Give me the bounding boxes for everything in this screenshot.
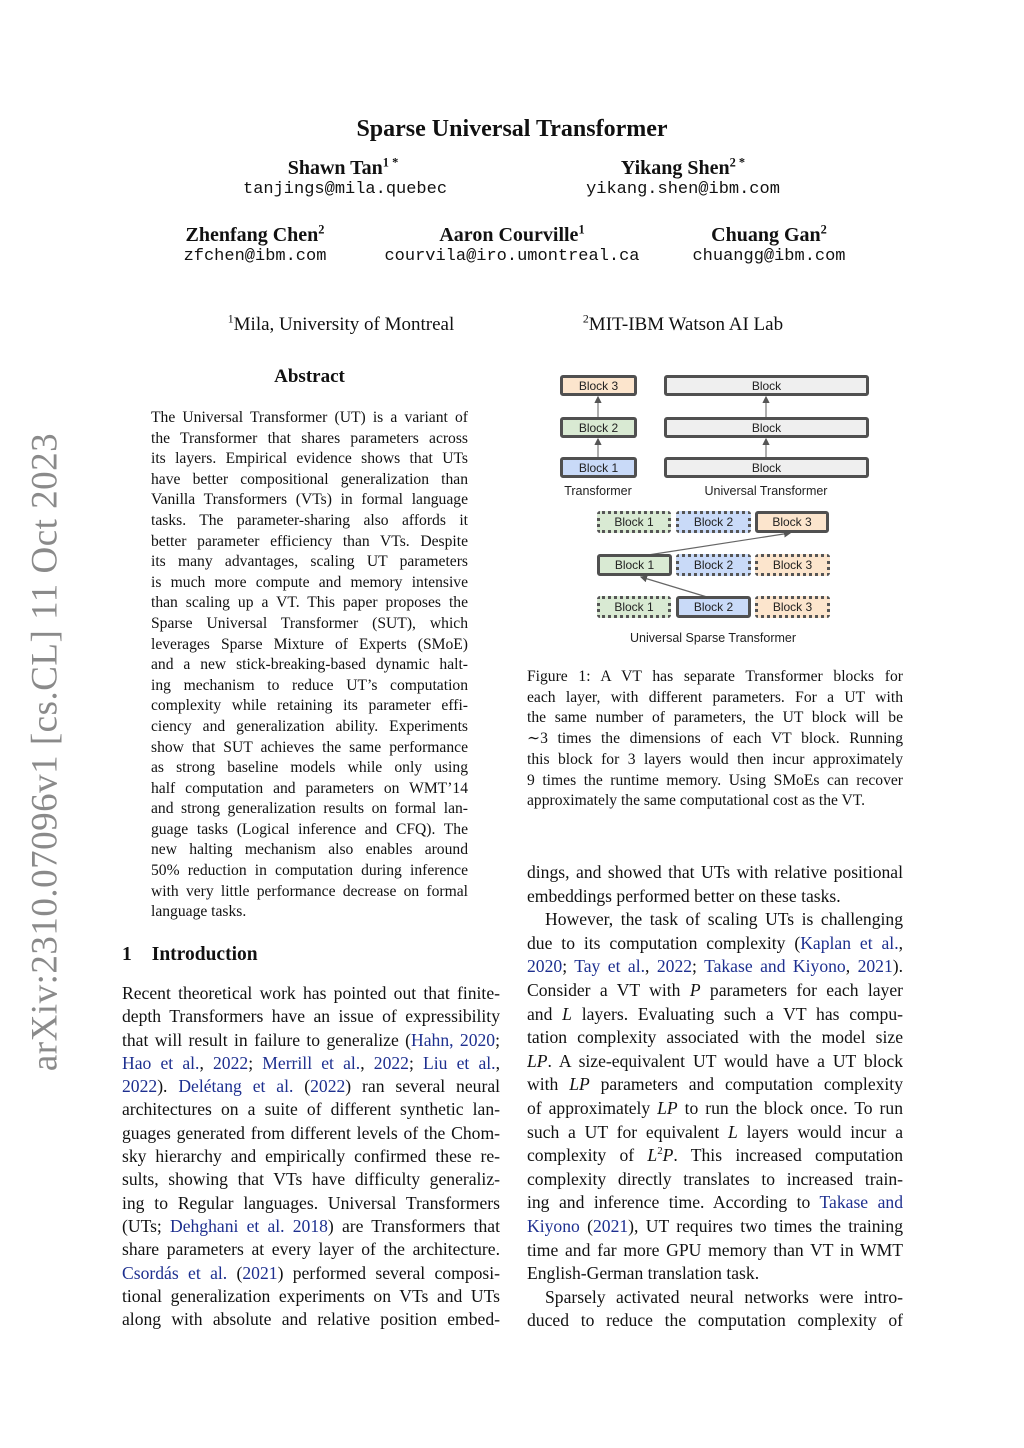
affiliation-sup: 2 (582, 312, 589, 326)
sut-block-3: Block 3 (755, 596, 830, 618)
text-span: embeddings performed better on these tasks. (527, 885, 841, 906)
ut-block: Block (664, 457, 869, 478)
text-line (527, 932, 903, 956)
math-variable: LP (527, 1050, 548, 1071)
text-span: , (495, 1052, 500, 1073)
text-span: due to its computation complexity ( (527, 932, 801, 953)
text-span: sky hierarchy and empirically confirmed these re- (122, 1146, 500, 1167)
text-span: , (645, 956, 657, 977)
text-line (151, 840, 468, 861)
citation-link[interactable]: Takase and (819, 1192, 903, 1213)
transformer-label: Transformer (564, 484, 632, 498)
text-span: and (527, 1003, 563, 1024)
text-span: language tasks. (151, 903, 247, 921)
text-span: architectures on a suite of different synthetic lan- (122, 1099, 500, 1120)
text-line (122, 1052, 500, 1075)
text-line (122, 1192, 500, 1215)
sut-block-1: Block 1 (597, 596, 671, 618)
citation-link[interactable]: Csordás et al. (122, 1262, 228, 1283)
text-line (151, 820, 468, 841)
math-superscript: 2 (657, 1145, 663, 1158)
math-variable: LP (657, 1097, 678, 1118)
sut-label: Universal Sparse Transformer (629, 631, 797, 645)
text-span: tional generalization experiments on VTs and UTs (122, 1285, 500, 1306)
text-line (527, 908, 903, 932)
text-line (122, 1238, 500, 1261)
text-line (151, 676, 468, 697)
citation-link[interactable]: Dehghani et al. (170, 1215, 285, 1236)
citation-link[interactable]: 2022 (310, 1076, 346, 1097)
author-name: Chuang Gan (711, 224, 821, 246)
text-line (527, 1239, 903, 1263)
text-span: its many advantages, scaling UT parameters (151, 553, 468, 571)
author-sup: 2 * (729, 155, 746, 170)
text-span: The Universal Transformer (UT) is a variant of (151, 409, 468, 426)
text-span: parameters and computation complexity (589, 1074, 903, 1095)
text-span: complexity while retaining its parameter effi- (151, 697, 468, 715)
text-span: that will result in failure to generalize ( (122, 1029, 412, 1050)
text-line (122, 1098, 500, 1121)
affiliation-sup: 1 (227, 312, 234, 326)
text-line (527, 1286, 903, 1310)
text-span: better parameter efficiency than VTs. Despite (151, 532, 468, 550)
figure-arrows (0, 0, 1024, 660)
text-span: , (199, 1052, 213, 1073)
author-sup: 2 (318, 222, 325, 237)
text-span: to run the block once. To run (677, 1097, 903, 1118)
text-span: . This increased computation (673, 1145, 903, 1166)
text-span: half computation and parameters on WMT’14 (151, 779, 468, 797)
text-line (527, 750, 903, 771)
section-heading-introduction (122, 944, 258, 966)
text-line (527, 955, 903, 979)
text-span: tation complexity associated with the model size (527, 1027, 903, 1048)
math-variable: L (728, 1121, 738, 1142)
text-line (151, 902, 468, 923)
citation-link[interactable]: 2018 (292, 1215, 328, 1236)
transformer-block-1: Block 1 (560, 457, 637, 478)
text-span: along with absolute and relative position embed- (122, 1309, 500, 1330)
text-line (527, 1073, 903, 1097)
text-span: this block for 3 layers would then incur approximately (527, 750, 903, 768)
text-span: ; (408, 1052, 424, 1073)
text-span: complexity of (527, 1145, 648, 1166)
citation-link[interactable]: Hao et al. (122, 1052, 200, 1073)
author-sup: 2 (820, 222, 827, 237)
text-line (527, 979, 903, 1003)
text-span: ∼3 times the dimensions of each VT block. Running (527, 730, 903, 748)
introduction-body (122, 982, 500, 1331)
affiliation-text: Mila, University of Montreal (233, 314, 455, 335)
text-line (122, 1168, 500, 1191)
text-line (151, 779, 468, 800)
text-span: ( (227, 1262, 243, 1283)
text-span: . A size-equivalent UT would have a UT block (547, 1050, 903, 1071)
text-span (285, 1216, 293, 1236)
text-span: new halting mechanism also enables around (151, 841, 468, 859)
text-line (527, 771, 903, 792)
text-span: such a UT for equivalent (527, 1121, 729, 1142)
text-span: However, the task of scaling UTs is challenging (545, 909, 903, 930)
text-span: the Transformer that shares parameters across (151, 429, 468, 447)
citation-link[interactable]: Takase and Kiyono (704, 956, 846, 977)
citation-link[interactable]: Merrill et al. (262, 1052, 361, 1073)
text-span: ) ran several neural (345, 1076, 500, 1097)
author-email[interactable]: courvila@iro.umontreal.ca (384, 247, 640, 266)
text-span: have better compositional generalization than (151, 470, 468, 488)
math-variable: L (562, 1003, 572, 1024)
text-span: tasks. The parameter-sharing also affords it (151, 511, 468, 529)
right-column-body (527, 861, 903, 1333)
text-line (527, 708, 903, 729)
citation-link[interactable]: 2020 (527, 956, 563, 977)
text-span: ) performed several composi- (277, 1262, 500, 1283)
sut-block-2-active: Block 2 (676, 596, 751, 618)
text-span: (UTs; (122, 1215, 170, 1236)
text-span: ing mechanism to reduce UT’s computation (151, 676, 468, 694)
text-span: depth Transformers have an issue of expressibility (122, 1006, 500, 1027)
text-span: Recent theoretical work has pointed out that finite- (122, 983, 500, 1003)
text-span: complexity directly translates to increased train- (527, 1168, 903, 1189)
text-line (151, 717, 468, 738)
author-sup: 1 * (382, 155, 399, 170)
text-line (151, 738, 468, 759)
sut-block-1-active: Block 1 (597, 554, 672, 576)
text-span: Consider a VT with (527, 979, 690, 1000)
citation-link[interactable]: Delétang et al. (178, 1076, 294, 1097)
text-line (527, 729, 903, 750)
text-line (122, 982, 500, 1005)
text-span: guages generated from different levels of the Chom- (122, 1122, 500, 1143)
text-line (527, 791, 903, 812)
sut-block-3-active: Block 3 (755, 511, 829, 533)
text-span: each layer, with different parameters. For a UT with (527, 688, 903, 706)
text-span: ). (157, 1076, 179, 1097)
text-span: sults, showing that VTs have difficulty generaliz- (122, 1169, 500, 1190)
citation-link[interactable]: Hahn, 2020 (411, 1029, 496, 1050)
figure-caption (527, 667, 903, 812)
text-span: ) are Transformers that (327, 1215, 500, 1236)
text-span: than scaling up a VT. This paper proposes the (151, 594, 468, 612)
text-line (151, 799, 468, 820)
paper-title: Sparse Universal Transformer (356, 116, 668, 142)
citation-link[interactable]: Kaplan et al. (800, 932, 899, 953)
text-span: guage tasks (Logical inference and CFQ). The (151, 820, 468, 838)
text-span: is much more compute and memory intensive (151, 573, 468, 591)
section-number: 1 (122, 944, 132, 965)
text-span: parameters for each layer (700, 979, 903, 1000)
text-span: as strong baseline models while only using (151, 759, 468, 777)
text-line (527, 667, 903, 688)
text-span: ; (495, 1029, 500, 1050)
text-line (122, 1029, 500, 1052)
text-span: approximately the same computational cost as the VT. (527, 792, 866, 810)
text-span: ing to Regular languages. Universal Transformers (122, 1192, 500, 1213)
citation-link[interactable]: 2022 (656, 956, 693, 977)
math-variable: L (647, 1145, 658, 1166)
section-title: Introduction (151, 944, 258, 965)
text-line (151, 696, 468, 717)
text-span: layers. Evaluating such a VT has compu- (571, 1003, 903, 1024)
text-line (151, 882, 468, 903)
text-span: , (360, 1052, 374, 1073)
citation-link[interactable]: 2021 (592, 1215, 629, 1236)
text-line (151, 758, 468, 779)
figure-1 (0, 0, 1024, 660)
text-line (527, 1121, 903, 1145)
text-line (122, 1005, 500, 1028)
author-email[interactable]: tanjings@mila.quebec (243, 180, 448, 199)
text-span: ), UT requires two times the training (628, 1215, 903, 1236)
text-span: Sparsely activated neural networks were intro- (545, 1286, 903, 1307)
text-line (122, 1075, 500, 1098)
text-span: duced to reduce the computation complexity of (527, 1310, 903, 1331)
text-span: Vanilla Transformers (VTs) in formal language (151, 491, 468, 509)
text-span: time and far more GPU memory than VT in WMT (527, 1239, 903, 1260)
text-line (122, 1145, 500, 1168)
author-email[interactable]: yikang.shen@ibm.com (586, 180, 780, 199)
author-sup: 1 (578, 222, 585, 237)
text-span: Figure 1: A VT has separate Transformer blocks for (527, 668, 903, 685)
transformer-block-3: Block 3 (560, 375, 637, 396)
author-name: Aaron Courville (439, 224, 579, 246)
ut-label: Universal Transformer (704, 484, 828, 498)
text-span: , (898, 932, 903, 953)
text-line (527, 1168, 903, 1192)
text-span: share parameters at every layer of the architecture. (122, 1239, 500, 1260)
author-email[interactable]: zfchen@ibm.com (183, 247, 327, 266)
citation-link[interactable]: 2022 (122, 1076, 158, 1097)
text-span: Sparse Universal Transformer (SUT), which (151, 614, 468, 632)
text-span: dings, and showed that UTs with relative positional (527, 862, 903, 882)
text-line (527, 1309, 903, 1333)
text-span: the same number of parameters, the UT block will be (527, 709, 903, 727)
sut-block-1: Block 1 (597, 511, 671, 533)
text-span: with (527, 1074, 570, 1095)
text-line (527, 688, 903, 709)
sut-block-2: Block 2 (676, 554, 751, 576)
text-span: ( (293, 1076, 311, 1097)
citation-link[interactable]: 2021 (242, 1262, 278, 1283)
arrow (648, 533, 790, 555)
sut-block-3: Block 3 (755, 554, 830, 576)
text-span: ; (692, 956, 705, 977)
text-line (122, 1122, 500, 1145)
text-line (122, 1308, 500, 1331)
text-line (151, 861, 468, 882)
text-span: and strong generalization results on formal lan- (151, 800, 468, 818)
author-name: Zhenfang Chen (185, 224, 319, 246)
text-span: ing and inference time. According to (527, 1192, 820, 1213)
text-span: layers would incur a (737, 1121, 903, 1142)
sut-block-2: Block 2 (676, 511, 751, 533)
text-line (122, 1262, 500, 1285)
text-line (527, 1003, 903, 1027)
transformer-block-2: Block 2 (560, 417, 637, 438)
text-line (527, 1144, 903, 1168)
author-name: Yikang Shen (620, 157, 730, 179)
author-name: Shawn Tan (287, 157, 383, 179)
math-variable: LP (569, 1074, 590, 1095)
text-span: show that SUT achieves the same performance (151, 738, 468, 756)
text-line (527, 885, 903, 909)
citation-link[interactable]: 2022 (373, 1052, 409, 1073)
text-line (122, 1215, 500, 1238)
arrow (641, 577, 707, 597)
text-line (527, 1191, 903, 1215)
text-span: leverages Sparse Mixture of Experts (SMoE) (151, 635, 468, 653)
author-email[interactable]: chuangg@ibm.com (692, 247, 846, 266)
abstract-heading: Abstract (274, 366, 345, 387)
citation-link[interactable]: Liu et al. (423, 1052, 496, 1073)
text-span: ( (579, 1215, 593, 1236)
citation-link[interactable]: Kiyono (527, 1215, 580, 1236)
text-span: ciency and generalization ability. Experiments (151, 717, 468, 735)
text-span: of approximately (527, 1097, 658, 1118)
math-variable: P (689, 979, 701, 1000)
text-span: ; (562, 956, 575, 977)
text-span: 9 times the runtime memory. Using SMoEs can recover (527, 771, 903, 789)
text-span: ). (892, 956, 903, 977)
text-span: 50% reduction in computation during inference (151, 862, 468, 880)
text-span: ; (248, 1052, 263, 1073)
text-span: English-German translation task. (527, 1263, 760, 1284)
text-span: and a new stick-breaking-based dynamic halt- (151, 656, 468, 674)
ut-block: Block (664, 417, 869, 438)
text-span: with very little performance decrease on formal (151, 882, 468, 900)
text-line (527, 1215, 903, 1239)
text-span: , (845, 956, 858, 977)
text-line (527, 861, 903, 885)
arxiv-identifier: arXiv:2310.07096v1 [cs.CL] 11 Oct 2023 (24, 432, 66, 1072)
citation-link[interactable]: 2021 (857, 956, 893, 977)
text-span: its layers. Empirical evidence shows that UTs (151, 450, 468, 468)
citation-link[interactable]: 2022 (213, 1052, 249, 1073)
citation-link[interactable]: Tay et al. (574, 956, 646, 977)
text-line (527, 1026, 903, 1050)
text-line (527, 1262, 903, 1286)
ut-block: Block (664, 375, 869, 396)
text-line (527, 1097, 903, 1121)
math-variable: P (662, 1145, 674, 1166)
affiliation-text: MIT-IBM Watson AI Lab (588, 314, 784, 335)
text-line (527, 1050, 903, 1074)
text-line (122, 1285, 500, 1308)
